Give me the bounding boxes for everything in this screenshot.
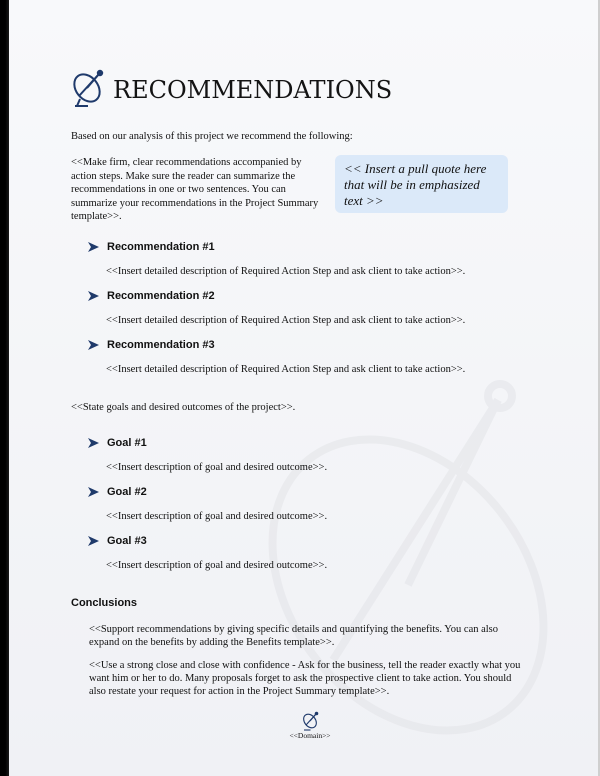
recommendation-3-description: <<Insert detailed description of Required Action Step and ask client to take action>>. (106, 364, 466, 375)
recommendation-2-heading (88, 290, 215, 302)
arrow-bullet-icon (88, 536, 99, 546)
pull-quote-box: << Insert a pull quote here that will be in emphasized text >> (335, 155, 508, 213)
goal-1-title: Goal #1 (107, 437, 147, 449)
footer-domain-text: <<Domain>> (289, 731, 331, 740)
conclusions-heading: Conclusions (71, 597, 138, 609)
goal-3-heading (88, 535, 147, 547)
goal-1-heading (88, 437, 147, 449)
goal-3-description: <<Insert description of goal and desired outcome>>. (106, 560, 328, 571)
conclusions-paragraph-2: <<Use a strong close and close with confidence - Ask for the business, tell the reader exactly what you want him or her to do. Many proposals forget to ask the prospective client to take action. You should also restate your request for action in the Project Summary template>>. (89, 660, 521, 697)
goals-intro-text: <<State goals and desired outcomes of the project>>. (71, 402, 296, 413)
satellite-dish-logo-icon (70, 68, 108, 108)
goal-3-title: Goal #3 (107, 535, 147, 547)
arrow-bullet-icon (88, 291, 99, 301)
recommendation-1-heading (88, 241, 215, 253)
goal-2-description: <<Insert description of goal and desired outcome>>. (106, 511, 328, 522)
goal-2-heading (88, 486, 147, 498)
recommendation-1-title: Recommendation #1 (107, 241, 215, 253)
recommendation-3-heading (88, 339, 215, 351)
goal-1-description: <<Insert description of goal and desired outcome>>. (106, 462, 328, 473)
conclusions-paragraph-1: <<Support recommendations by giving specific details and quantifying the benefits. You can also expand on the benefits by adding the Benefits template>>. (89, 624, 499, 648)
satellite-dish-footer-icon (301, 711, 321, 731)
arrow-bullet-icon (88, 487, 99, 497)
recommendation-2-title: Recommendation #2 (107, 290, 215, 302)
recommendation-1-description: <<Insert detailed description of Required Action Step and ask client to take action>>. (106, 266, 466, 277)
goal-2-title: Goal #2 (107, 486, 147, 498)
arrow-bullet-icon (88, 438, 99, 448)
intro-text: Based on our analysis of this project we recommend the following: (71, 131, 353, 142)
recommendation-3-title: Recommendation #3 (107, 339, 215, 351)
recommendations-paragraph: <<Make firm, clear recommendations accompanied by action steps. Make sure the reader can summarize the recommendations in one or two sentences. You can summarize your recommendations in the Project Summary template>>. (71, 157, 319, 222)
arrow-bullet-icon (88, 242, 99, 252)
page-title: RECOMMENDATIONS (113, 76, 393, 104)
left-border-bar (0, 0, 9, 776)
recommendation-2-description: <<Insert detailed description of Required Action Step and ask client to take action>>. (106, 315, 466, 326)
arrow-bullet-icon (88, 340, 99, 350)
